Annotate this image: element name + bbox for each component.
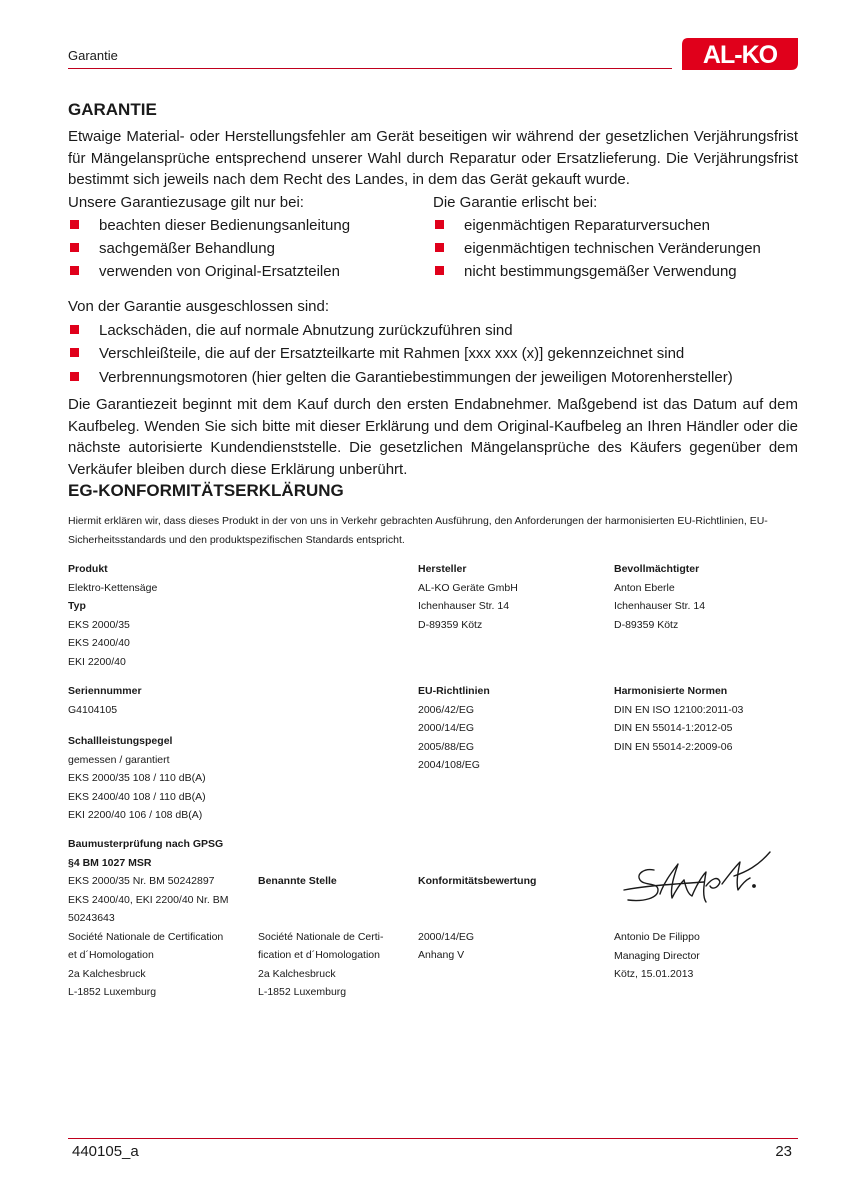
standards-label: Harmonisierte Normen — [614, 685, 728, 697]
header-section-label: Garantie — [68, 48, 118, 63]
list-item: Verbrennungsmotoren (hier gelten die Garantiebestimmungen der jeweiligen Motorenhersteller) — [68, 366, 808, 390]
page-number: 23 — [775, 1143, 792, 1160]
notified-body-line: Société Nationale de Certi- — [258, 930, 384, 943]
standard-item: DIN EN ISO 12100:2011-03 — [614, 703, 744, 716]
list-item: beachten dieser Bedienungsanleitung — [68, 214, 408, 237]
excluded-heading: Von der Garantie ausgeschlossen sind: — [68, 298, 329, 315]
bullet-square-icon — [435, 243, 444, 252]
assessment-line: 2000/14/EG — [418, 930, 475, 943]
bullet-square-icon — [70, 372, 79, 381]
notified-body-block — [258, 872, 383, 1002]
product-value: Elektro-Kettensäge — [68, 581, 158, 594]
document-number: 440105_a — [72, 1143, 139, 1160]
list-item: eigenmächtigen technischen Veränderungen — [433, 237, 798, 260]
bullet-square-icon — [70, 266, 79, 275]
type-value: EKS 2400/40 — [68, 637, 130, 649]
list-item: Verschleißteile, die auf der Ersatzteilkarte mit Rahmen [xxx xxx (x)] gekennzeichnet sind — [68, 342, 808, 366]
representative-label: Bevollmächtigter — [614, 563, 700, 575]
notified-body-line: fication et d´Homologation — [258, 949, 380, 961]
list-item: nicht bestimmungsgemäßer Verwendung — [433, 260, 798, 283]
type-exam-line: 50243643 — [68, 912, 115, 924]
list-item: eigenmächtigen Reparaturversuchen — [433, 214, 798, 237]
representative-line: D-89359 Kötz — [614, 618, 679, 631]
signatory-name: Antonio De Filippo — [614, 931, 700, 943]
excluded-section — [68, 295, 808, 390]
type-exam-line: EKS 2000/35 Nr. BM 50242897 — [68, 875, 215, 887]
assessment-line: Anhang V — [418, 949, 465, 961]
valid-heading: Unsere Garantiezusage gilt nur bei: — [68, 194, 304, 211]
product-block — [68, 560, 157, 671]
list-item: Lackschäden, die auf normale Abnutzung zurückzuführen sind — [68, 319, 808, 343]
sound-line: EKS 2400/40 108 / 110 dB(A) — [68, 790, 206, 803]
serial-label: Seriennummer — [68, 685, 142, 697]
signatory-place-date: Kötz, 15.01.2013 — [614, 968, 694, 980]
sound-block — [68, 732, 206, 825]
bullet-square-icon — [435, 266, 444, 275]
type-exam-line: et d´Homologation — [68, 949, 154, 961]
garantie-intro: Etwaige Material- oder Herstellungsfehler am Gerät beseitigen wir während der gesetzlichen Verjährungsfrist für Mängelansprüche entsprechend unserer Wahl durch Reparatur oder Ersatzlieferung. Die Verjährungsfrist bestimmt sich jeweils nach dem Recht des Landes, in dem das Gerät gekauft wurde. — [68, 128, 798, 189]
standard-item: DIN EN 55014-1:2012-05 — [614, 722, 733, 734]
bullet-square-icon — [70, 220, 79, 229]
type-value: EKI 2200/40 — [68, 655, 126, 668]
sound-label: Schallleistungspegel — [68, 735, 173, 747]
manufacturer-line: D-89359 Kötz — [418, 618, 483, 631]
standards-block — [614, 682, 743, 756]
bullet-square-icon — [435, 220, 444, 229]
bullet-square-icon — [70, 325, 79, 334]
garantie-closing: Die Garantiezeit beginnt mit dem Kauf durch den ersten Endabnehmer. Maßgebend ist das Datum auf dem Kaufbeleg. Wenden Sie sich bitte mit dieser Erklärung und dem Original-Kaufbeleg an Ihren Händler oder die nächste autorisierte Kundendienststelle. Die gesetzlichen Mängelansprüche des Käufers gegenüber dem Verkäufer bleiben durch diese Erklärung unberührt. — [68, 396, 798, 478]
assessment-label: Konformitätsbewertung — [418, 875, 537, 887]
type-exam-line: 2a Kalchesbruck — [68, 967, 146, 980]
signatory-block — [614, 928, 700, 984]
type-exam-line: EKS 2400/40, EKI 2200/40 Nr. BM — [68, 893, 229, 906]
signature — [614, 842, 774, 927]
header-rule — [68, 68, 672, 69]
directives-block — [418, 682, 490, 775]
bullet-square-icon — [70, 348, 79, 357]
type-value: EKS 2000/35 — [68, 618, 130, 631]
standard-item: DIN EN 55014-2:2009-06 — [614, 740, 733, 753]
list-item: verwenden von Original-Ersatzteilen — [68, 260, 408, 283]
type-exam-block — [68, 835, 229, 1002]
type-exam-label: §4 BM 1027 MSR — [68, 856, 152, 869]
type-exam-label: Baumusterprüfung nach GPSG — [68, 838, 224, 850]
serial-block — [68, 682, 142, 719]
valid-conditions — [68, 191, 408, 283]
directive-item: 2005/88/EG — [418, 740, 475, 753]
directive-item: 2000/14/EG — [418, 722, 475, 734]
manufacturer-label: Hersteller — [418, 563, 467, 575]
sound-line: EKS 2000/35 108 / 110 dB(A) — [68, 772, 206, 784]
void-conditions — [433, 191, 798, 283]
manufacturer-line: Ichenhauser Str. 14 — [418, 600, 510, 612]
serial-value: G4104105 — [68, 703, 118, 716]
void-heading: Die Garantie erlischt bei: — [433, 194, 598, 211]
type-exam-line: Société Nationale de Certification — [68, 930, 224, 943]
representative-block — [614, 560, 705, 634]
assessment-block — [418, 872, 536, 965]
footer-rule — [68, 1138, 798, 1139]
directive-item: 2004/108/EG — [418, 759, 480, 771]
manufacturer-block — [418, 560, 518, 634]
notified-body-line: 2a Kalchesbruck — [258, 967, 336, 980]
type-exam-line: L-1852 Luxemburg — [68, 986, 157, 998]
signatory-role: Managing Director — [614, 949, 700, 962]
directive-item: 2006/42/EG — [418, 703, 475, 716]
alko-logo-text: AL-KO — [702, 41, 778, 69]
conformity-intro: Hiermit erklären wir, dass dieses Produkt in der von uns in Verkehr gebrachten Ausführung, den Anforderungen der harmonisierten EU-Richtlinien, EU-Sicherheitsstandards und den produktspezifischen Standards entspricht. — [68, 515, 768, 546]
manufacturer-line: AL-KO Geräte GmbH — [418, 581, 518, 594]
representative-line: Anton Eberle — [614, 581, 675, 594]
representative-line: Ichenhauser Str. 14 — [614, 600, 706, 612]
alko-logo — [682, 38, 798, 77]
garantie-title: GARANTIE — [68, 100, 157, 119]
conformity-title: EG-KONFORMITÄTSERKLÄRUNG — [68, 481, 344, 500]
notified-body-line: L-1852 Luxemburg — [258, 986, 347, 998]
list-item: sachgemäßer Behandlung — [68, 237, 408, 260]
product-label: Produkt — [68, 563, 108, 575]
notified-body-label: Benannte Stelle — [258, 875, 337, 887]
sound-line: gemessen / garantiert — [68, 753, 170, 766]
type-label: Typ — [68, 600, 86, 612]
sound-line: EKI 2200/40 106 / 108 dB(A) — [68, 809, 203, 821]
directives-label: EU-Richtlinien — [418, 685, 490, 697]
bullet-square-icon — [70, 243, 79, 252]
